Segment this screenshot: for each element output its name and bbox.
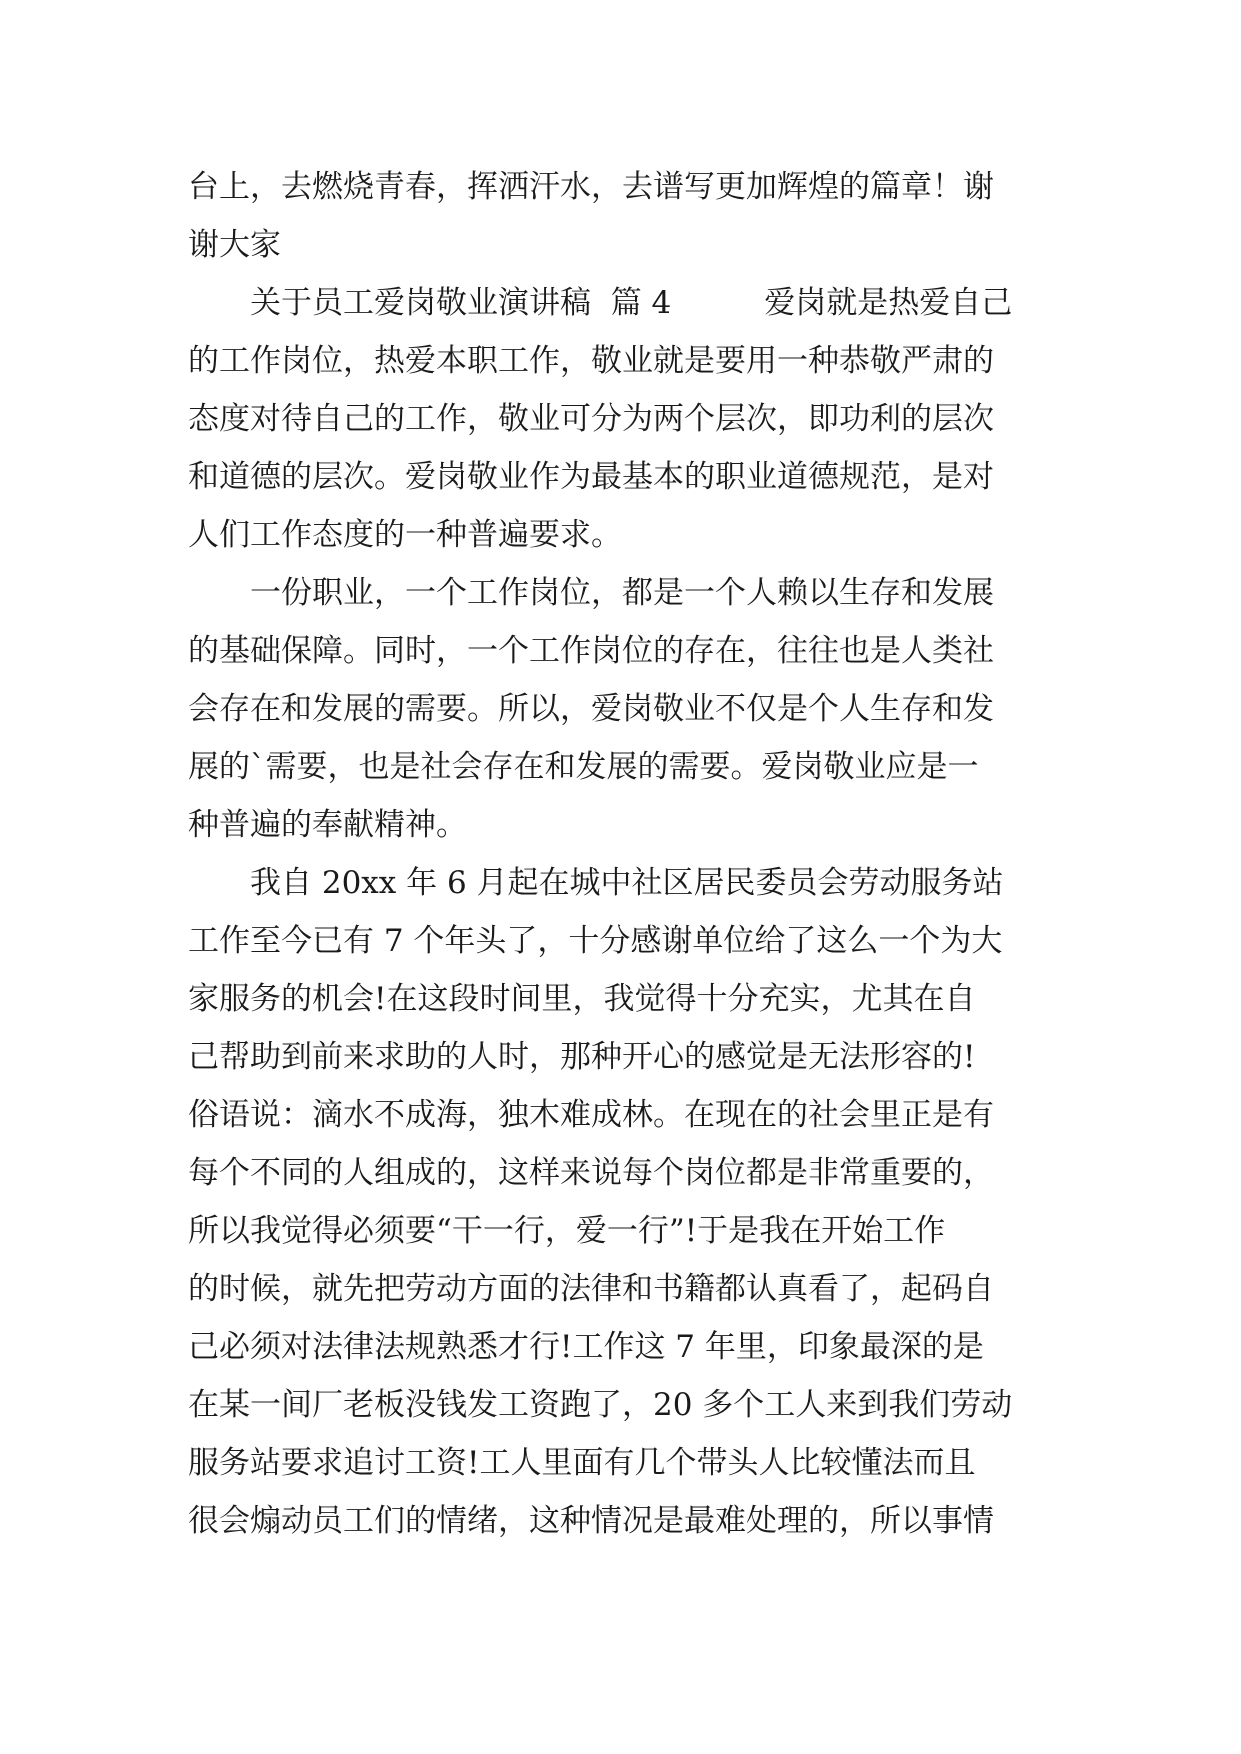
text-line: 人们工作态度的一种普遍要求。 — [188, 517, 622, 553]
text-line: 种普遍的奉献精神。 — [188, 807, 467, 843]
text-line: 台上，去燃烧青春，挥洒汗水，去谱写更加辉煌的篇章！谢 — [188, 169, 994, 205]
text-line: 己帮助到前来求助的人时，那种开心的感觉是无法形容的! — [188, 1039, 976, 1075]
text-line: 谢大家 — [188, 227, 281, 263]
text-line: 我自 20xx 年 6 月起在城中社区居民委员会劳动服务站 — [188, 865, 1004, 901]
text-line: 的基础保障。同时，一个工作岗位的存在，往往也是人类社 — [188, 633, 994, 669]
text-line: 服务站要求追讨工资!工人里面有几个带头人比较懂法而且 — [188, 1445, 976, 1481]
text-line: 和道德的层次。爱岗敬业作为最基本的职业道德规范，是对 — [188, 459, 994, 495]
document-body — [188, 158, 1068, 1550]
text-line: 每个不同的人组成的，这样来说每个岗位都是非常重要的， — [188, 1155, 994, 1191]
text-line: 家服务的机会!在这段时间里，我觉得十分充实，尤其在自 — [188, 981, 976, 1017]
text-line: 一份职业，一个工作岗位，都是一个人赖以生存和发展 — [188, 575, 994, 611]
text-line: 会存在和发展的需要。所以，爱岗敬业不仅是个人生存和发 — [188, 691, 994, 727]
text-line: 态度对待自己的工作，敬业可分为两个层次，即功利的层次 — [188, 401, 994, 437]
text-line: 俗语说：滴水不成海，独木难成林。在现在的社会里正是有 — [188, 1097, 994, 1133]
text-line: 己必须对法律法规熟悉才行!工作这 7 年里，印象最深的是 — [188, 1329, 984, 1365]
text-line: 的时候，就先把劳动方面的法律和书籍都认真看了，起码自 — [188, 1271, 994, 1307]
text-line: 的工作岗位，热爱本职工作，敬业就是要用一种恭敬严肃的 — [188, 343, 994, 379]
text-line: 在某一间厂老板没钱发工资跑了，20 多个工人来到我们劳动 — [188, 1387, 1013, 1423]
text-line: 很会煽动员工们的情绪，这种情况是最难处理的，所以事情 — [188, 1503, 994, 1539]
section-heading-line: 关于员工爱岗敬业演讲稿 篇 4 爱岗就是热爱自己 — [188, 285, 1013, 321]
text-line: 所以我觉得必须要“干一行，爱一行”!于是我在开始工作 — [188, 1213, 946, 1249]
text-line: 展的`需要，也是社会存在和发展的需要。爱岗敬业应是一 — [188, 749, 979, 785]
text-line: 工作至今已有 7 个年头了，十分感谢单位给了这么一个为大 — [188, 923, 1003, 959]
